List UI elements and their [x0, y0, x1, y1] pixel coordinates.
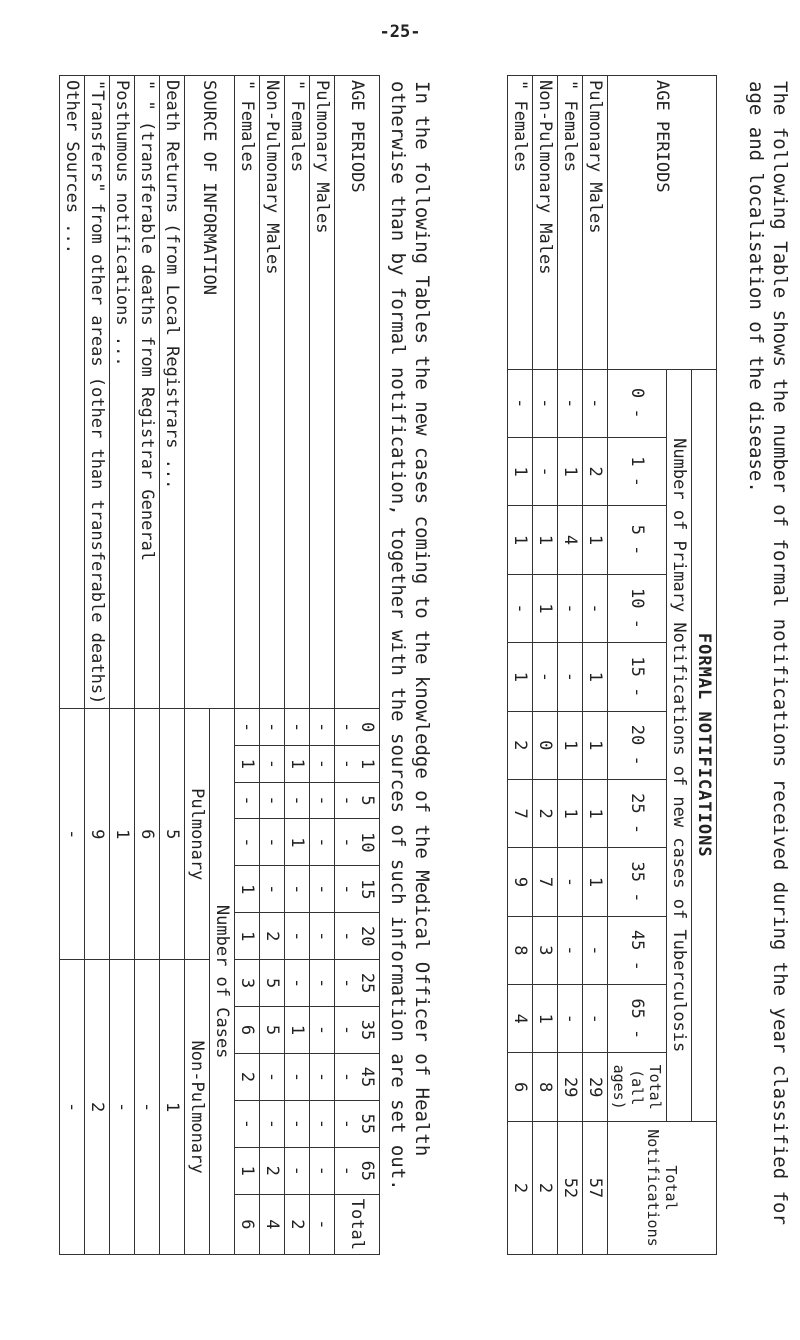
- table-cell: -: [260, 1100, 285, 1147]
- table-cell: -: [260, 709, 285, 746]
- table-cell: 4: [260, 1194, 285, 1254]
- table-cell: -: [310, 1054, 335, 1101]
- table-row: [508, 76, 533, 1255]
- table-cell: -: [235, 819, 260, 866]
- source-row: [135, 76, 160, 1255]
- table-cell: 2: [583, 437, 608, 505]
- table-cell: -: [260, 819, 285, 866]
- table-cell: -: [558, 848, 583, 916]
- table-cell: 52: [558, 1121, 583, 1254]
- table-cell: 8: [508, 916, 533, 984]
- table-cell: 29: [558, 1053, 583, 1121]
- table-cell: 0: [533, 711, 558, 779]
- table-row: [533, 76, 558, 1255]
- age-column-header: 25 -: [608, 779, 667, 847]
- number-of-cases-header: Number of Cases: [210, 709, 235, 1255]
- pulmonary-count: -: [60, 709, 85, 960]
- table-cell: -: [310, 746, 335, 783]
- source-label: " " (transferable deaths from Registrar General: [135, 76, 160, 709]
- table-cell: 1: [508, 437, 533, 505]
- non-pulmonary-header: Non-Pulmonary: [185, 960, 210, 1255]
- table-cell: 2: [285, 1194, 310, 1254]
- table-cell: -: [583, 916, 608, 984]
- table-cell: 3: [533, 916, 558, 984]
- non-pulmonary-count: -: [60, 960, 85, 1255]
- table-cell: 1: [285, 819, 310, 866]
- table-cell: -: [285, 1100, 310, 1147]
- age-column-header: 10 -: [608, 574, 667, 642]
- table-cell: -: [285, 1054, 310, 1101]
- table-cell: -: [558, 916, 583, 984]
- table-cell: 1: [533, 985, 558, 1053]
- table-cell: 2: [508, 1121, 533, 1254]
- page-number: -25-: [379, 22, 421, 42]
- table-cell: 1: [285, 746, 310, 783]
- source-row: [60, 76, 85, 1255]
- age-periods-header-2: AGE PERIODS: [335, 76, 380, 709]
- pulmonary-header: Pulmonary: [185, 709, 210, 960]
- age-column-header: 1 -: [335, 746, 380, 783]
- row-label: Non-Pulmonary Males: [533, 76, 558, 370]
- table-cell: -: [310, 1100, 335, 1147]
- table-row: [285, 76, 310, 1255]
- table-row: [558, 76, 583, 1255]
- age-column-header: 45 -: [335, 1054, 380, 1101]
- table-cell: -: [285, 960, 310, 1007]
- table-cell: -: [558, 369, 583, 437]
- table-cell: -: [260, 866, 285, 913]
- row-label: Pulmonary Males: [583, 76, 608, 370]
- table-cell: 4: [558, 506, 583, 574]
- row-label: " Females: [508, 76, 533, 370]
- table-cell: 1: [533, 506, 558, 574]
- source-row: [85, 76, 110, 1255]
- table-cell: -: [310, 1194, 335, 1254]
- source-header: SOURCE OF INFORMATION: [185, 76, 235, 709]
- table-cell: 2: [260, 1147, 285, 1194]
- table-cell: -: [285, 782, 310, 819]
- table-cell: 7: [508, 779, 533, 847]
- age-column-header: 5 -: [335, 782, 380, 819]
- age-column-header: 35 -: [335, 1007, 380, 1054]
- pulmonary-count: 9: [85, 709, 110, 960]
- table-cell: 1: [583, 643, 608, 711]
- age-column-header: 15 -: [335, 866, 380, 913]
- table-cell: 1: [285, 1007, 310, 1054]
- table-cell: 57: [583, 1121, 608, 1254]
- table-cell: 7: [533, 848, 558, 916]
- table-cell: -: [508, 574, 533, 642]
- age-column-header: 0 -: [335, 709, 380, 746]
- age-column-header: 20 -: [608, 711, 667, 779]
- table-cell: 2: [533, 1121, 558, 1254]
- table-cell: -: [558, 643, 583, 711]
- non-pulmonary-count: -: [135, 960, 160, 1255]
- table-cell: -: [310, 709, 335, 746]
- table-cell: 1: [583, 779, 608, 847]
- table-cell: -: [583, 574, 608, 642]
- table-cell: 1: [235, 866, 260, 913]
- table-cell: -: [285, 866, 310, 913]
- age-periods-header: AGE PERIODS: [608, 76, 717, 370]
- table-cell: 3: [235, 960, 260, 1007]
- table-cell: -: [235, 1100, 260, 1147]
- table-cell: -: [285, 913, 310, 960]
- pulmonary-count: 1: [110, 709, 135, 960]
- row-label: " Females: [558, 76, 583, 370]
- table-cell: 9: [508, 848, 533, 916]
- table-cell: 1: [235, 746, 260, 783]
- table-cell: -: [508, 369, 533, 437]
- age-column-header: 45 -: [608, 916, 667, 984]
- table-cell: -: [310, 1147, 335, 1194]
- intro-paragraph: The following Table shows the number of formal notifications received during the year classified for age and localisation of the disease.: [745, 81, 791, 1225]
- table-cell: -: [285, 1147, 310, 1194]
- age-column-header: 35 -: [608, 848, 667, 916]
- table-row: [260, 76, 285, 1255]
- table-cell: 1: [235, 913, 260, 960]
- table-cell: 6: [235, 1007, 260, 1054]
- table-banner: FORMAL NOTIFICATIONS: [692, 369, 717, 1121]
- table-cell: 29: [583, 1053, 608, 1121]
- table-cell: 6: [235, 1194, 260, 1254]
- table-cell: -: [260, 1054, 285, 1101]
- source-row: [160, 76, 185, 1255]
- age-column-header: 65 -: [335, 1147, 380, 1194]
- table-cell: -: [583, 369, 608, 437]
- age-column-header: 10 -: [335, 819, 380, 866]
- row-label: Pulmonary Males: [310, 76, 335, 709]
- table-cell: -: [310, 866, 335, 913]
- non-pulmonary-count: 2: [85, 960, 110, 1255]
- table-cell: -: [235, 782, 260, 819]
- age-column-header: 1 -: [608, 437, 667, 505]
- table-cell: -: [533, 643, 558, 711]
- primary-notifications-header: Number of Primary Notifications of new cases of Tuberculosis: [667, 369, 692, 1121]
- source-label: Death Returns (from Local Registrars ...: [160, 76, 185, 709]
- age-column-header: 5 -: [608, 506, 667, 574]
- table-cell: 1: [558, 711, 583, 779]
- table-cell: 1: [235, 1147, 260, 1194]
- age-column-header: 55 -: [335, 1100, 380, 1147]
- table-cell: -: [533, 437, 558, 505]
- table-cell: -: [558, 985, 583, 1053]
- table-cell: 5: [260, 960, 285, 1007]
- age-column-header: 0 -: [608, 369, 667, 437]
- table-cell: 1: [583, 506, 608, 574]
- row-label: " Females: [285, 76, 310, 709]
- table-row: [310, 76, 335, 1255]
- table-cell: 2: [235, 1054, 260, 1101]
- table-cell: 6: [508, 1053, 533, 1121]
- table-cell: -: [310, 913, 335, 960]
- other-sources-table: [59, 75, 380, 1255]
- table-cell: -: [310, 1007, 335, 1054]
- table-cell: 1: [583, 711, 608, 779]
- age-header-row-2: [335, 76, 380, 1255]
- table-cell: 1: [583, 848, 608, 916]
- non-pulmonary-count: 1: [160, 960, 185, 1255]
- table-cell: 1: [533, 574, 558, 642]
- table-cell: -: [235, 709, 260, 746]
- table-cell: -: [260, 746, 285, 783]
- pulmonary-count: 5: [160, 709, 185, 960]
- source-label: "Transfers" from other areas (other than transferable deaths): [85, 76, 110, 709]
- table-cell: 1: [508, 643, 533, 711]
- rotated-content: [12, 75, 792, 1315]
- table-cell: 2: [508, 711, 533, 779]
- table-row: [583, 76, 608, 1255]
- table-cell: 4: [508, 985, 533, 1053]
- table-cell: 8: [533, 1053, 558, 1121]
- pulmonary-count: 6: [135, 709, 160, 960]
- source-label: Other Sources ...: [60, 76, 85, 709]
- table-cell: 2: [533, 779, 558, 847]
- table-cell: -: [310, 819, 335, 866]
- table-cell: -: [533, 369, 558, 437]
- age-column-header: Total: [335, 1194, 380, 1254]
- source-label: Posthumous notifications ...: [110, 76, 135, 709]
- table-cell: -: [285, 709, 310, 746]
- table-cell: 2: [260, 913, 285, 960]
- table-cell: 1: [558, 437, 583, 505]
- table-cell: 1: [508, 506, 533, 574]
- table-cell: -: [583, 985, 608, 1053]
- age-column-header: 25 -: [335, 960, 380, 1007]
- table-cell: 1: [558, 779, 583, 847]
- source-row: [110, 76, 135, 1255]
- table-cell: -: [260, 782, 285, 819]
- table-cell: 5: [260, 1007, 285, 1054]
- row-label: Non-Pulmonary Males: [260, 76, 285, 709]
- table-row: [235, 76, 260, 1255]
- table-cell: -: [310, 782, 335, 819]
- formal-notifications-table: [507, 75, 717, 1255]
- total-all-ages-header: Total (all ages): [608, 1053, 667, 1121]
- other-sources-paragraph: In the following Tables the new cases coming to the knowledge of the Medical Officer of Health otherwise than by formal notification, together with the sources of such information are set out.: [387, 81, 433, 1191]
- age-column-header: 15 -: [608, 643, 667, 711]
- non-pulmonary-count: -: [110, 960, 135, 1255]
- table-cell: -: [310, 960, 335, 1007]
- row-label: " Females: [235, 76, 260, 709]
- total-notifications-header: Total Notifications: [608, 1121, 717, 1254]
- age-column-header: 20 -: [335, 913, 380, 960]
- table-cell: -: [558, 574, 583, 642]
- age-column-header: 65 -: [608, 985, 667, 1053]
